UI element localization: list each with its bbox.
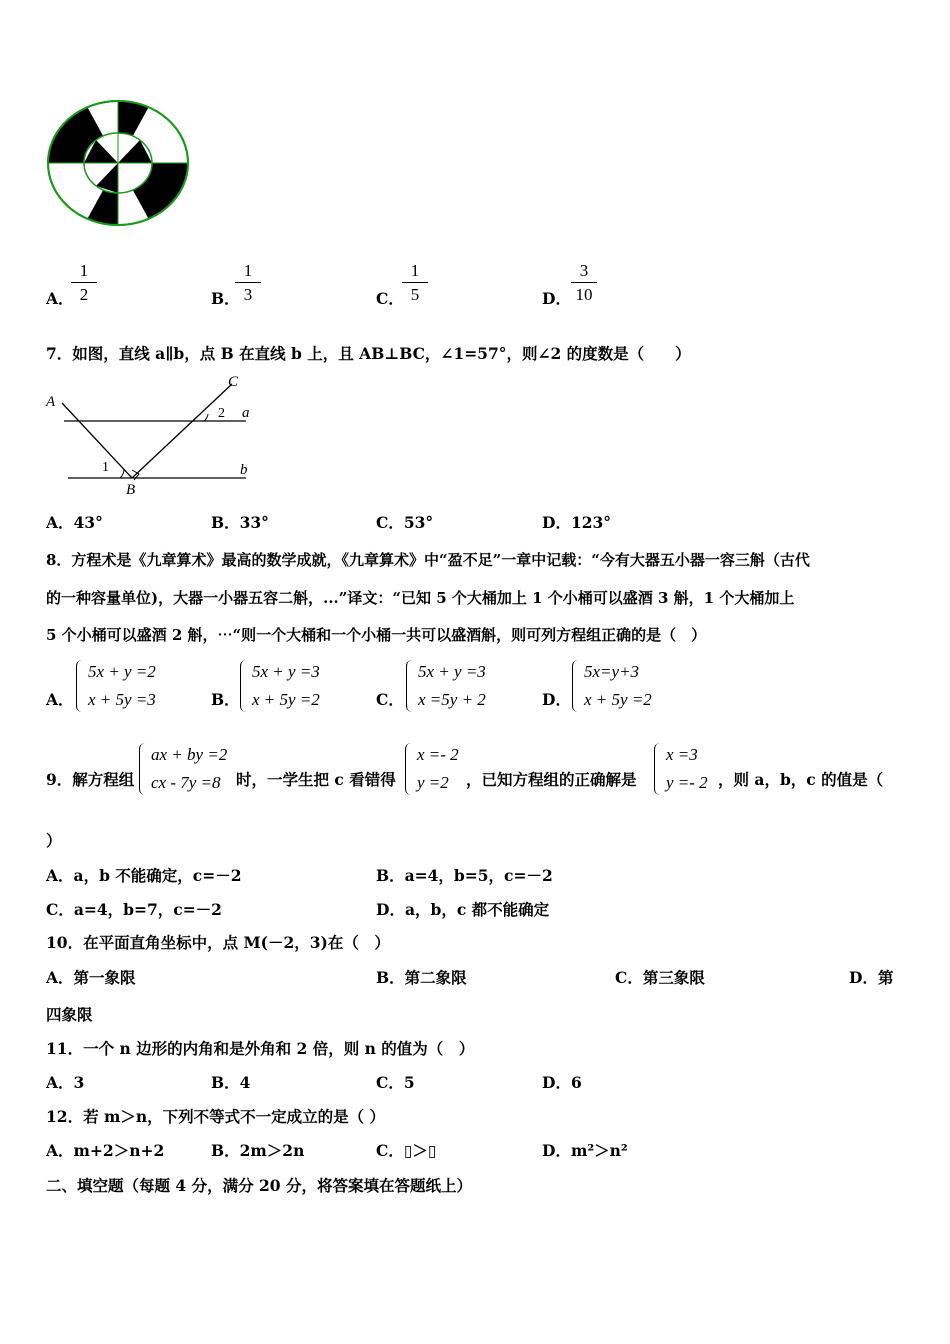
q6-option-d-fraction: 3 10 bbox=[569, 262, 599, 303]
q9-prefix: 9．解方程组 bbox=[46, 770, 135, 789]
q9-option-c[interactable]: C．a=4，b=7，c=－2 bbox=[46, 900, 222, 919]
q6-option-b-fraction: 1 3 bbox=[233, 262, 263, 303]
q9-close: ） bbox=[46, 831, 62, 850]
q6-option-b-label[interactable]: B． bbox=[211, 289, 240, 308]
q11-option-c[interactable]: C．5 bbox=[376, 1073, 415, 1092]
q11-option-d[interactable]: D．6 bbox=[542, 1073, 582, 1092]
q9-suffix: ，则 a，b，c 的值是（ bbox=[718, 770, 884, 789]
q6-option-a-fraction: 1 2 bbox=[69, 262, 99, 303]
q8-option-c-system: 5x + y =3 x =5y + 2 bbox=[406, 658, 486, 714]
q8-option-c-label[interactable]: C． bbox=[376, 690, 404, 709]
q9-option-b[interactable]: B．a=4，b=5，c=－2 bbox=[376, 866, 553, 885]
q7-stem: 7．如图，直线 a∥b，点 B 在直线 b 上，且 AB⊥BC，∠1=57°，则∠2 的度数是（ ） bbox=[46, 344, 691, 363]
q9-mid: 时，一学生把 c 看错得 bbox=[236, 770, 396, 789]
q8-option-d-label[interactable]: D． bbox=[542, 690, 571, 709]
q12-option-b[interactable]: B．2m＞2n bbox=[211, 1141, 305, 1160]
q8-option-b-label[interactable]: B． bbox=[211, 690, 240, 709]
q9-system-correct-solution: x =3 y =- 2 bbox=[654, 741, 708, 797]
q11-stem: 11．一个 n 边形的内角和是外角和 2 倍，则 n 的值为（ ） bbox=[46, 1039, 475, 1058]
q12-option-d[interactable]: D．m²＞n² bbox=[542, 1141, 628, 1160]
q12-stem: 12．若 m＞n，下列不等式不一定成立的是（ ） bbox=[46, 1107, 386, 1126]
q7-label-A: A bbox=[46, 394, 56, 410]
q7-label-2: 2 bbox=[218, 406, 225, 421]
q6-option-a-label[interactable]: A． bbox=[46, 289, 74, 308]
q7-label-B: B bbox=[126, 482, 136, 498]
q10-option-a[interactable]: A．第一象限 bbox=[46, 968, 136, 987]
q7-label-1: 1 bbox=[102, 460, 109, 475]
q8-line-2: 的一种容量单位)，大器一小器五容二斛，...”译文：“已知 5 个大桶加上 1 个小桶可以盛酒 3 斛，1 个大桶加上 bbox=[46, 589, 795, 607]
q7-option-a[interactable]: A．43° bbox=[46, 513, 103, 532]
q6-option-d-label[interactable]: D． bbox=[542, 289, 571, 308]
q8-line-3: 5 个小桶可以盛酒 2 斛，⋯“则一个大桶和一个小桶一共可以盛酒斛，则可列方程组正确的是（ ） bbox=[46, 626, 707, 644]
dartboard-figure bbox=[46, 100, 190, 226]
q7-option-b[interactable]: B．33° bbox=[211, 513, 269, 532]
q12-option-c[interactable]: C．▯＞▯ bbox=[376, 1141, 437, 1160]
q7-option-c[interactable]: C．53° bbox=[376, 513, 434, 532]
q12-option-a[interactable]: A．m+2＞n+2 bbox=[46, 1141, 165, 1160]
q10-stem: 10．在平面直角坐标中，点 M(－2，3)在（ ） bbox=[46, 933, 390, 952]
q7-option-d[interactable]: D．123° bbox=[542, 513, 612, 532]
q7-label-a: a bbox=[242, 405, 250, 421]
q8-option-a-system: 5x + y =2 x + 5y =3 bbox=[76, 658, 156, 714]
q8-option-a-label[interactable]: A． bbox=[46, 690, 74, 709]
q7-label-C: C bbox=[228, 374, 239, 390]
q10-option-d[interactable]: D．第 bbox=[849, 968, 894, 987]
q11-option-b[interactable]: B．4 bbox=[211, 1073, 251, 1092]
q9-system-wrong-solution: x =- 2 y =2 bbox=[405, 741, 459, 797]
q9-option-d[interactable]: D．a，b，c 都不能确定 bbox=[376, 900, 550, 919]
q10-option-b[interactable]: B．第二象限 bbox=[376, 968, 467, 987]
q9-mid-2: ，已知方程组的正确解是 bbox=[466, 770, 637, 789]
q6-option-c-label[interactable]: C． bbox=[376, 289, 404, 308]
q8-option-b-system: 5x + y =3 x + 5y =2 bbox=[240, 658, 320, 714]
q8-option-d-system: 5x=y+3 x + 5y =2 bbox=[572, 658, 652, 714]
q7-figure bbox=[40, 370, 260, 500]
q10-option-c[interactable]: C．第三象限 bbox=[615, 968, 705, 987]
q11-option-a[interactable]: A．3 bbox=[46, 1073, 85, 1092]
q10-option-d-wrap: 四象限 bbox=[46, 1005, 93, 1024]
q6-option-c-fraction: 1 5 bbox=[400, 262, 430, 303]
q9-system-original: ax + by =2 cx - 7y =8 bbox=[139, 741, 227, 797]
q8-line-1: 8．方程术是《九章算术》最高的数学成就，《九章算术》中“盈不足”一章中记载：“今有大器五小器一容三斛（古代 bbox=[46, 551, 810, 569]
q7-label-b: b bbox=[240, 462, 248, 478]
section-2-heading: 二、填空题（每题 4 分，满分 20 分，将答案填在答题纸上） bbox=[46, 1176, 472, 1195]
q9-option-a[interactable]: A．a，b 不能确定，c=－2 bbox=[46, 866, 242, 885]
